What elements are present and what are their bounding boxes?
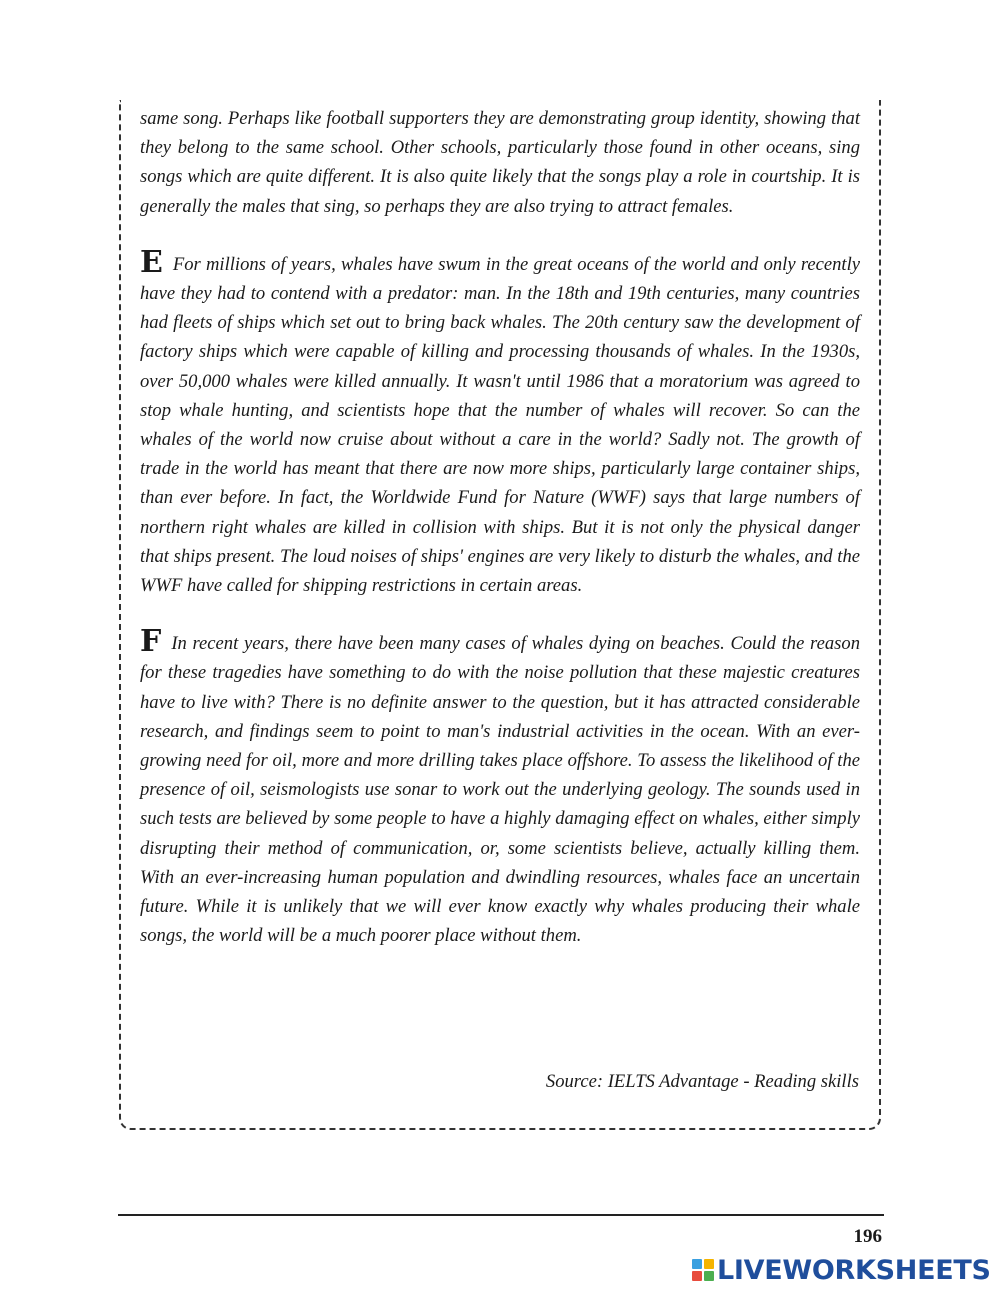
page-number: 196 — [853, 1226, 882, 1247]
paragraph-d-continued — [140, 104, 860, 221]
logo-square-icon — [704, 1259, 714, 1269]
liveworksheets-logo[interactable] — [692, 1255, 991, 1285]
passage-text — [140, 104, 860, 979]
footer-divider — [118, 1214, 884, 1216]
paragraph-text: same song. Perhaps like football supporters they are demonstrating group identity, showing that they belong to the same school. Other schools, particularly those found in other oceans, sing songs which are quite different. It is also quite likely that the songs play a role in courtship. It is generally the males that sing, so perhaps they are also trying to attract females. — [140, 108, 860, 217]
paragraph-letter: F — [140, 624, 162, 660]
logo-square-icon — [692, 1271, 702, 1281]
logo-square-icon — [704, 1271, 714, 1281]
source-citation: Source: IELTS Advantage - Reading skills — [545, 1071, 859, 1092]
logo-text: LIVEWORKSHEETS — [717, 1254, 991, 1286]
paragraph-e — [140, 244, 860, 600]
paragraph-f — [140, 624, 860, 950]
paragraph-text: For millions of years, whales have swum in the great oceans of the world and only recently have they had to contend with a predator: man. In the 18th and 19th centuries, many countries had fleets of ships which set out to bring back whales. The 20th century saw the development of factory ships which were capable of killing and processing thousands of whales. In the 1930s, over 50,000 whales were killed annually. It wasn't until 1986 that a moratorium was agreed to stop whale hunting, and scientists hope that the number of whales will recover. So can the whales of the world now cruise about without a care in the world? Sadly not. The growth of trade in the world has meant that there are now more ships, particularly large container ships, than ever before. In fact, the Worldwide Fund for Nature (WWF) says that large numbers of northern right whales are killed in collision with ships. But it is not only the physical danger that ships present. The loud noises of ships' engines are very likely to disturb the whales, and the WWF have called for shipping restrictions in certain areas. — [140, 253, 860, 597]
logo-grid-icon — [692, 1259, 714, 1281]
paragraph-letter: E — [140, 244, 163, 280]
logo-square-icon — [692, 1259, 702, 1269]
paragraph-text: In recent years, there have been many cases of whales dying on beaches. Could the reason for these tragedies have something to do with the noise pollution that these majestic creatures have to live with? There is no definite answer to the question, but it has attracted considerable research, and findings seem to point to man's industrial activities in the ocean. With an ever-growing need for oil, more and more drilling takes place offshore. To assess the likelihood of the presence of oil, seismologists use sonar to work out the underlying geology. The sounds used in such tests are believed by some people to have a highly damaging effect on whales, either simply disrupting their method of communication, or, some scientists believe, actually killing them. With an ever-increasing human population and dwindling resources, whales face an uncertain future. While it is unlikely that we will ever know exactly why whales producing their whale songs, the world will be a much poorer place without them. — [140, 633, 860, 947]
